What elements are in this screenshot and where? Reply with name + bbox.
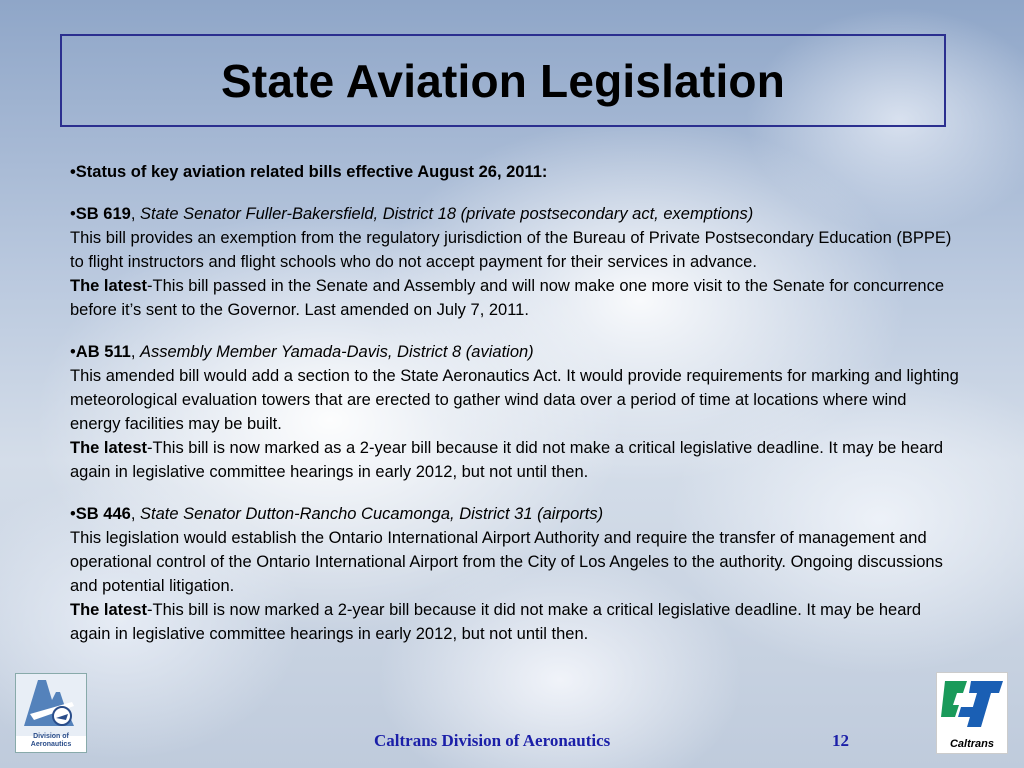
caltrans-wordmark: Caltrans	[949, 738, 995, 750]
bill-description: This bill provides an exemption from the regulatory jurisdiction of the Bureau of Private Postsecondary Education (BPPE) to flight instructors and flight schools who do not accept payment for their services in advance.	[70, 229, 952, 271]
logo-caption: Division of Aeronautics	[30, 733, 72, 748]
slide-title: State Aviation Legislation	[220, 54, 786, 107]
bill-description: This legislation would establish the Ontario International Airport Authority and require the transfer of management and operational control of the Ontario International Airport from the City of Los Angeles to the authority. Ongoing discussions and potential litigation.	[70, 529, 943, 595]
bill-description: This amended bill would add a section to the State Aeronautics Act. It would provide requirements for marking and lighting meteorological evaluation towers that are erected to gather wind data over a period of time at locations where wind energy facilities may be built.	[70, 367, 959, 433]
bill-id: AB 511	[75, 343, 131, 361]
bill-id: SB 446	[75, 505, 131, 523]
caltrans-ct-icon	[937, 673, 1007, 735]
caltrans-logo	[936, 672, 1008, 754]
division-of-aeronautics-logo	[15, 673, 87, 753]
page-number: 12	[832, 731, 849, 750]
footer-organization: Caltrans Division of Aeronautics	[374, 731, 611, 750]
bill-heading: •SB 619, State Senator Fuller-Bakersfield, District 18 (private postsecondary act, exemptions)	[70, 205, 754, 223]
bill-heading: •SB 446, State Senator Dutton-Rancho Cucamonga, District 31 (airports)	[70, 505, 604, 523]
latest-label: The latest	[70, 439, 148, 457]
bill-sb619	[70, 202, 960, 322]
latest-label: The latest	[70, 601, 148, 619]
latest-label: The latest	[70, 277, 148, 295]
aeronautics-emblem-icon	[16, 674, 86, 736]
title-box	[60, 34, 946, 127]
latest-text: -This bill is now marked as a 2-year bill because it did not make a critical legislative deadline. It may be heard again in legislative committee hearings in early 2012, but not until then.	[70, 439, 944, 481]
bullet: •	[70, 505, 76, 523]
intro-line: •Status of key aviation related bills effective August 26, 2011:	[70, 163, 548, 181]
bill-sb446	[70, 502, 960, 646]
bill-ab511	[70, 340, 960, 484]
bill-latest	[70, 436, 960, 484]
bill-latest	[70, 598, 960, 646]
bill-sponsor: Assembly Member Yamada-Davis, District 8 (aviation)	[140, 343, 534, 361]
bullet: •	[70, 343, 76, 361]
latest-text: -This bill passed in the Senate and Assembly and will now make one more visit to the Senate for concurrence before it’s sent to the Governor. Last amended on July 7, 2011.	[70, 277, 945, 319]
bill-latest	[70, 274, 960, 322]
bill-sponsor: State Senator Fuller-Bakersfield, District 18 (private postsecondary act, exemptions)	[140, 205, 754, 223]
bill-sponsor: State Senator Dutton-Rancho Cucamonga, District 31 (airports)	[140, 505, 604, 523]
slide-content	[70, 160, 960, 664]
bill-id: SB 619	[75, 205, 131, 223]
latest-text: -This bill is now marked a 2-year bill because it did not make a critical legislative deadline. It may be heard again in legislative committee hearings in early 2012, but not until then.	[70, 601, 922, 643]
bullet: •	[70, 205, 76, 223]
bill-heading: •AB 511, Assembly Member Yamada-Davis, District 8 (aviation)	[70, 343, 534, 361]
